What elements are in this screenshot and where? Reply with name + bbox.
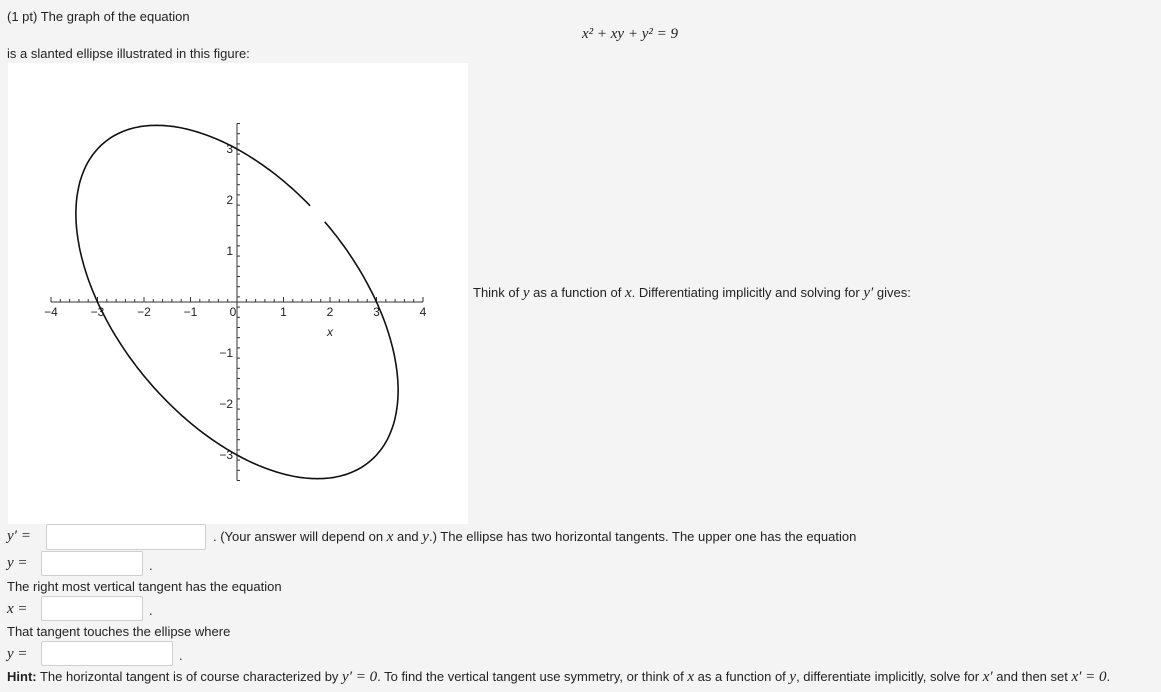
hint-part5: and then set [992,669,1072,684]
x-tick-label: 2 [326,305,334,319]
upper-tangent-label: y = [7,555,28,571]
yprime-note [213,529,856,546]
hint-text [7,669,1110,686]
right-tangent-label: x = [7,601,28,617]
x-tick-label: −3 [90,305,105,319]
right-tangent-text: The right most vertical tangent has the equation [7,579,282,594]
think-y: y [522,285,530,301]
intro-text: The graph of the equation [40,9,190,24]
y-tick-label: −2 [219,397,233,411]
x-axis-label: x [327,325,333,339]
think-x: x [624,285,632,301]
hint-math1: y′ = 0 [342,669,378,685]
x-tick-label: −1 [183,305,198,319]
hint-part2: . To find the vertical tangent use symmetry, or think of [377,669,688,684]
think-yprime: y′ [863,285,874,301]
x-tick-label: 0 [229,305,237,319]
upper-tangent-input[interactable] [41,551,143,576]
hint-math5: x′ = 0 [1071,669,1107,685]
hint-label: Hint: [7,669,37,684]
hint-math2: x [687,669,694,685]
think-mid2: . Differentiating implicitly and solving for [631,285,864,300]
touch-text: That tangent touches the ellipse where [7,624,231,639]
upper-tangent-period: . [149,558,153,573]
think-text [473,285,911,302]
note-x: x [386,529,394,545]
y-tick-label: 1 [226,244,233,258]
x-tick-label: 3 [373,305,380,319]
touch-label: y = [7,646,28,662]
y-tick-label: −1 [219,346,233,360]
description-text: is a slanted ellipse illustrated in this figure: [7,46,250,61]
think-mid: as a function of [529,285,625,300]
think-prefix: Think of [473,285,523,300]
touch-period: . [179,648,183,663]
x-tick-label: 1 [280,305,287,319]
problem-intro [7,9,190,24]
chart-axes [44,124,427,481]
ellipse-figure [8,63,468,524]
right-tangent-input[interactable] [41,596,143,621]
note-y: y [422,529,429,545]
touch-input[interactable] [41,641,173,666]
hint-part4: , differentiate implicitly, solve for [796,669,983,684]
x-tick-label: −2 [137,305,151,319]
yprime-label: y′ = [7,528,31,544]
yprime-input[interactable] [46,524,206,550]
note-suffix: .) The ellipse has two horizontal tangents. The upper one has the equation [428,529,857,544]
note-and: and [393,529,423,544]
hint-math4: x′ [982,669,993,685]
hint-part3: as a function of [694,669,790,684]
y-tick-label: 3 [226,142,233,156]
points-label: (1 pt) [7,9,38,24]
ellipse-chart [8,63,468,524]
x-tick-label: −4 [44,305,58,319]
right-tangent-period: . [149,603,153,618]
x-tick-label: 4 [419,305,427,319]
hint-part6: . [1106,669,1111,684]
equation-display: x² + xy + y² = 9 [582,26,678,42]
y-tick-label: −3 [219,448,233,462]
y-tick-label: 2 [226,193,233,207]
think-suffix: gives: [873,285,911,300]
hint-math3: y [789,669,797,685]
hint-part1: The horizontal tangent is of course characterized by [36,669,343,684]
note-prefix: . (Your answer will depend on [213,529,387,544]
